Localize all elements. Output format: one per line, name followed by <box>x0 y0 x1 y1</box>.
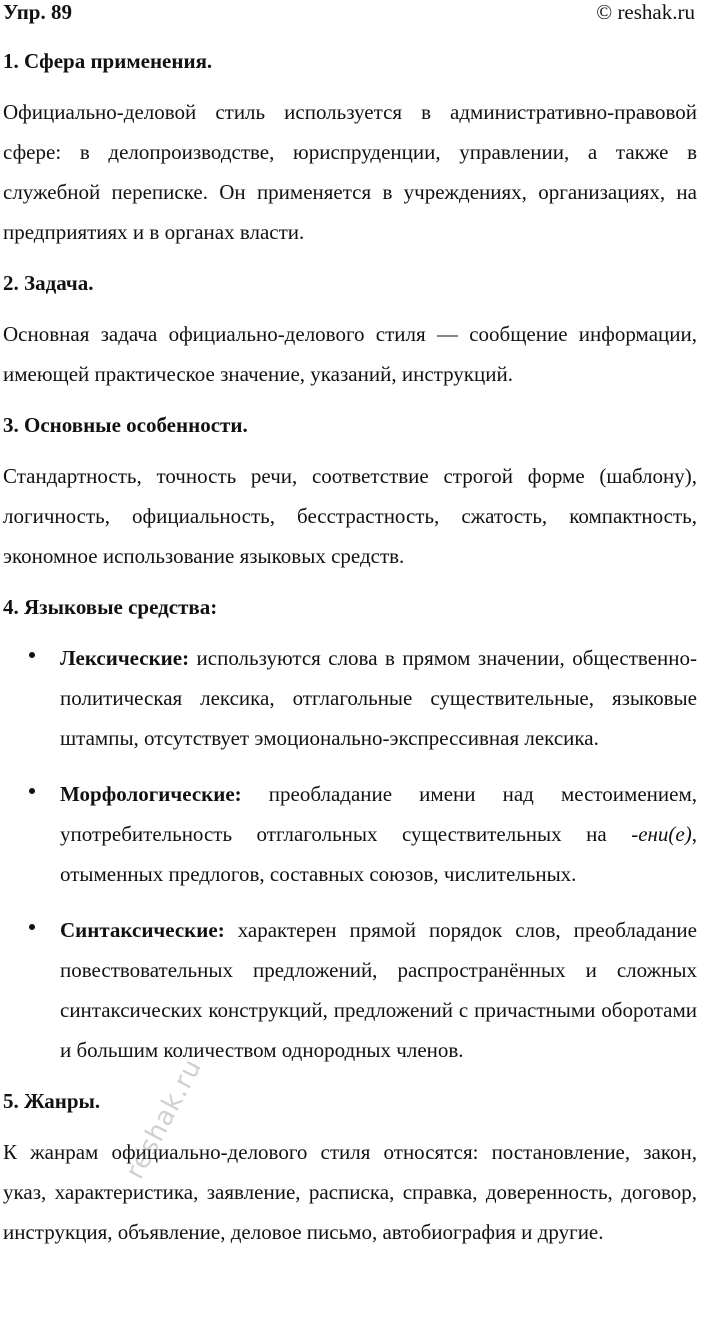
section-2-title: 2. Задача. <box>3 271 94 295</box>
page-header <box>3 0 695 26</box>
list-item-syntactic <box>3 910 697 1070</box>
section-1-title: 1. Сфера применения. <box>3 49 213 73</box>
exercise-number: Упр. 89 <box>3 0 72 24</box>
section-3-title: 3. Основные особенности. <box>3 413 248 437</box>
bullet-icon <box>29 788 35 794</box>
section-2-text: Основная задача официально-делового стиля — сообщение информации, имеющей практическое значение, указаний, инструкций. <box>3 322 697 386</box>
section-1-text: Официально-деловой стиль используется в административно-правовой сфере: в делопроизводстве, юриспруденции, управлении, а также в служебной переписке. Он применяется в учреждениях, организациях, на предприятиях и в органах власти. <box>3 100 697 244</box>
language-means-list <box>3 638 697 1070</box>
term-syntactic: Синтаксические: <box>60 918 225 942</box>
watermark-logo: reshak.ru <box>120 1053 209 1185</box>
section-5-text: К жанрам официально-делового стиля относятся: постановление, закон, указ, характеристика, заявление, расписка, справка, доверенность, договор, инструкция, объявление, деловое письмо, автобиография и другие. <box>3 1140 697 1244</box>
list-item-lexical <box>3 638 697 758</box>
morphological-text-after: , отыменных предлогов, составных союзов, числительных. <box>60 822 697 886</box>
morphological-suffix: -ени(е) <box>631 822 692 846</box>
section-3-text: Стандартность, точность речи, соответствие строгой форме (шаблону), логичность, официальность, бесстрастность, сжатость, компактность, экономное использование языковых средств. <box>3 464 697 568</box>
term-lexical: Лексические: <box>60 646 190 670</box>
section-5-title: 5. Жанры. <box>3 1089 101 1113</box>
term-morphological: Морфологические: <box>60 782 242 806</box>
document-body <box>3 42 697 1252</box>
list-item-morphological <box>3 774 697 894</box>
morphological-text-before: преобладание имени над местоимением, употребительность отглагольных существительных на <box>60 782 697 846</box>
lexical-text: используются слова в прямом значении, общественно-политическая лексика, отглагольные существительные, языковые штампы, отсутствует эмоционально-экспрессивная лексика. <box>60 646 697 750</box>
syntactic-text: характерен прямой порядок слов, преобладание повествовательных предложений, распространённых и сложных синтаксических конструкций, предложений с причастными оборотами и большим количеством однородных членов. <box>60 918 697 1062</box>
section-4-title: 4. Языковые средства: <box>3 595 218 619</box>
bullet-icon <box>29 652 35 658</box>
copyright-notice: © reshak.ru <box>596 0 695 24</box>
bullet-icon <box>29 924 35 930</box>
